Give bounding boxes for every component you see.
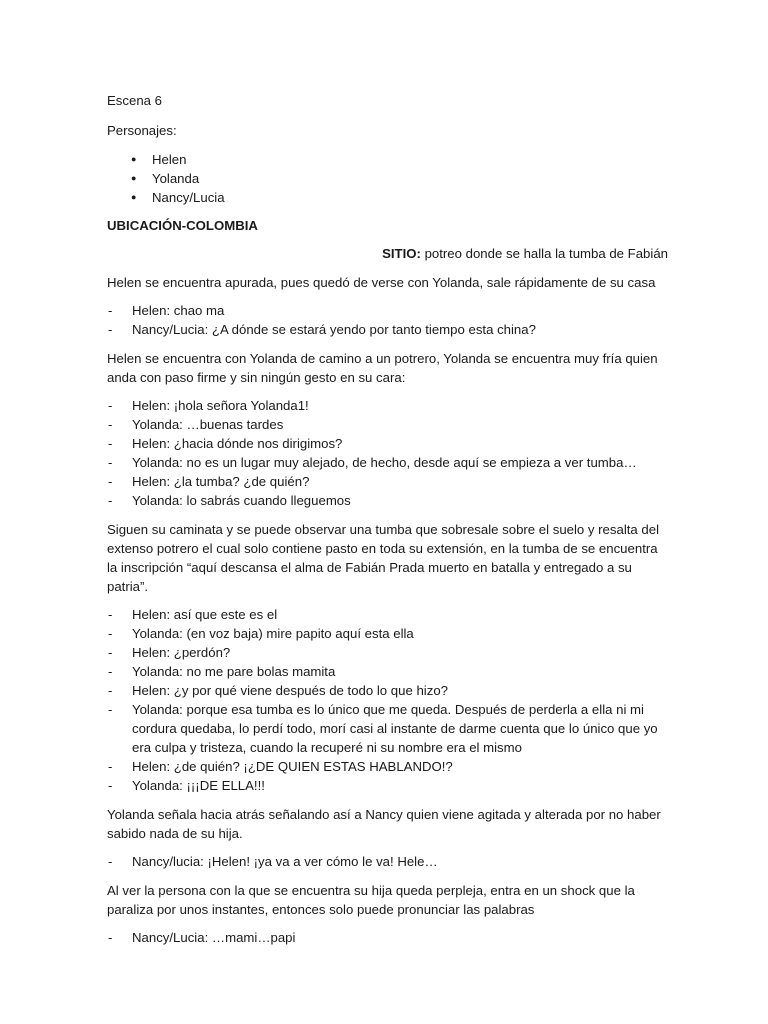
dialog-line: - Helen: así que este es el xyxy=(107,605,668,624)
site-line xyxy=(107,244,668,263)
site-label: SITIO: xyxy=(382,246,421,261)
paragraph: Helen se encuentra con Yolanda de camino a un potrero, Yolanda se encuentra muy fría quien anda con paso firme y sin ningún gesto en su cara: xyxy=(107,351,658,385)
scene-title: Escena 6 xyxy=(107,93,162,108)
dialog-line: - Helen: chao ma xyxy=(107,301,668,320)
list-item: ● Helen xyxy=(107,150,668,169)
dialog-line: - Yolanda: no me pare bolas mamita xyxy=(107,662,668,681)
dialog-line: - Helen: ¡hola señora Yolanda1! xyxy=(107,396,668,415)
dialog-list xyxy=(107,852,668,871)
dialog-line: - Yolanda: (en voz baja) mire papito aquí esta ella xyxy=(107,624,668,643)
paragraph: Helen se encuentra apurada, pues quedó de verse con Yolanda, sale rápidamente de su casa xyxy=(107,275,656,290)
characters-list xyxy=(107,150,668,207)
paragraph: Al ver la persona con la que se encuentra su hija queda perpleja, entra en un shock que la paraliza por unos instantes, entonces solo puede pronunciar las palabras xyxy=(107,883,635,917)
dialog-line: - Yolanda: lo sabrás cuando lleguemos xyxy=(107,491,668,510)
dialog-line: - Yolanda: no es un lugar muy alejado, de hecho, desde aquí se empieza a ver tumba… xyxy=(107,453,668,472)
dialog-line: - Helen: ¿perdón? xyxy=(107,643,668,662)
site-text: potreo donde se halla la tumba de Fabián xyxy=(420,246,668,261)
dialog-line: - Nancy/Lucia: ¿A dónde se estará yendo por tanto tiempo esta china? xyxy=(107,320,668,339)
dialog-list xyxy=(107,396,668,510)
dialog-list xyxy=(107,605,668,795)
paragraph: Siguen su caminata y se puede observar una tumba que sobresale sobre el suelo y resalta del extenso potrero el cual solo contiene pasto en toda su extensión, en la tumba de se encuentra la inscripción “aquí descansa el alma de Fabián Prada muerto en batalla y entregado a su patria”. xyxy=(107,522,660,594)
dialog-line: - Yolanda: …buenas tardes xyxy=(107,415,668,434)
dialog-line: - Nancy/Lucia: …mami…papi xyxy=(107,928,668,947)
dialog-line: - Helen: ¿de quién? ¡¿DE QUIEN ESTAS HABLANDO!? xyxy=(107,757,668,776)
characters-label: Personajes: xyxy=(107,123,177,138)
location-heading: UBICACIÓN-COLOMBIA xyxy=(107,218,258,233)
paragraph: Yolanda señala hacia atrás señalando así a Nancy quien viene agitada y alterada por no haber sabido nada de su hija. xyxy=(107,807,661,841)
list-item: ● Nancy/Lucia xyxy=(107,188,668,207)
dialog-list xyxy=(107,928,668,947)
dialog-line: - Yolanda: ¡¡¡DE ELLA!!! xyxy=(107,776,668,795)
dialog-line: - Helen: ¿y por qué viene después de todo lo que hizo? xyxy=(107,681,668,700)
dialog-line: - Helen: ¿hacia dónde nos dirigimos? xyxy=(107,434,668,453)
dialog-list xyxy=(107,301,668,339)
list-item: ● Yolanda xyxy=(107,169,668,188)
dialog-line: - Helen: ¿la tumba? ¿de quién? xyxy=(107,472,668,491)
dialog-line: - Nancy/lucia: ¡Helen! ¡ya va a ver cómo le va! Hele… xyxy=(107,852,668,871)
dialog-line: - Yolanda: porque esa tumba es lo único que me queda. Después de perderla a ella ni mi cordura quedaba, lo perdí todo, morí casi al instante de darme cuenta que lo único que yo era culpa y tristeza, cuando la recuperé ni su nombre era el mismo xyxy=(107,700,668,757)
